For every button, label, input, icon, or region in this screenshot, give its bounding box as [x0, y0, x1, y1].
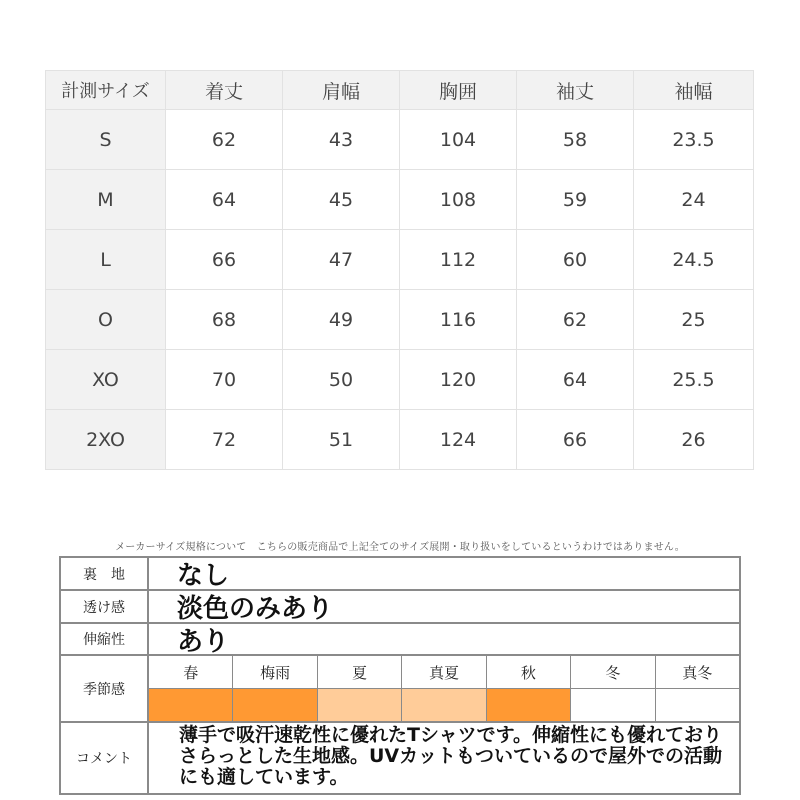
table-row	[46, 230, 754, 290]
table-cell: 62	[517, 290, 634, 350]
table-cell: 112	[400, 230, 517, 290]
size-note: メーカーサイズ規格について こちらの販売商品で上記全てのサイズ展開・取り扱いをしているというわけではありません。	[115, 542, 685, 553]
table-cell: 59	[517, 170, 634, 230]
table-cell: 45	[283, 170, 400, 230]
size-label: O	[46, 290, 166, 350]
table-cell: 60	[517, 230, 634, 290]
season-indicator	[402, 689, 486, 721]
season-indicator	[571, 689, 655, 721]
attr-row-stretch	[61, 624, 739, 656]
season-name: 冬	[571, 656, 655, 688]
season-indicator	[487, 689, 571, 721]
table-cell: 108	[400, 170, 517, 230]
table-cell: 124	[400, 410, 517, 470]
table-cell: 66	[517, 410, 634, 470]
season-grid	[149, 656, 739, 721]
table-cell: 58	[517, 110, 634, 170]
attributes-table	[59, 556, 741, 795]
sheerness-value: 淡色のみあり	[177, 594, 334, 624]
season-indicator	[656, 689, 739, 721]
table-row	[46, 290, 754, 350]
table-cell: 120	[400, 350, 517, 410]
table-cell: 64	[166, 170, 283, 230]
season-name: 梅雨	[233, 656, 317, 688]
season-name: 真夏	[402, 656, 486, 688]
table-cell: 23.5	[634, 110, 754, 170]
header-chest: 胸囲	[400, 71, 517, 110]
stretch-value: あり	[177, 626, 230, 657]
table-cell: 104	[400, 110, 517, 170]
attr-row-lining	[61, 558, 739, 591]
table-row	[46, 110, 754, 170]
header-sleeve-width: 袖幅	[634, 71, 754, 110]
size-label: M	[46, 170, 166, 230]
table-cell: 25.5	[634, 350, 754, 410]
table-cell: 51	[283, 410, 400, 470]
table-row	[46, 170, 754, 230]
table-row	[46, 410, 754, 470]
table-cell: 68	[166, 290, 283, 350]
table-cell: 47	[283, 230, 400, 290]
season-name: 秋	[487, 656, 571, 688]
table-cell: 116	[400, 290, 517, 350]
season-indicator	[149, 689, 233, 721]
size-table-header	[46, 71, 754, 110]
table-cell: 49	[283, 290, 400, 350]
table-cell: 26	[634, 410, 754, 470]
table-row	[46, 350, 754, 410]
table-cell: 43	[283, 110, 400, 170]
season-names	[149, 656, 739, 689]
table-cell: 70	[166, 350, 283, 410]
attr-row-season	[61, 656, 739, 723]
table-cell: 25	[634, 290, 754, 350]
season-indicator	[233, 689, 317, 721]
comment-value: 薄手で吸汗速乾性に優れたTシャツです。伸縮性にも優れておりさらっとした生地感。UVカットもついているので屋外での活動にも適しています。	[179, 724, 723, 788]
size-label: XO	[46, 350, 166, 410]
season-indicator	[318, 689, 402, 721]
table-cell: 62	[166, 110, 283, 170]
season-name: 真冬	[682, 663, 713, 682]
season-bar	[149, 689, 739, 721]
attr-row-sheerness	[61, 591, 739, 624]
size-label: S	[46, 110, 166, 170]
sheerness-label: 透け感	[61, 591, 149, 622]
season-label: 季節感	[61, 656, 149, 721]
lining-label: 裏 地	[61, 558, 149, 589]
lining-value: なし	[177, 561, 230, 591]
table-cell: 50	[283, 350, 400, 410]
table-cell: 66	[166, 230, 283, 290]
header-measure-size: 計測サイズ	[46, 71, 166, 110]
table-cell: 24.5	[634, 230, 754, 290]
size-table	[45, 70, 754, 470]
table-cell: 24	[634, 170, 754, 230]
comment-label: コメント	[61, 723, 149, 793]
size-label: 2XO	[46, 410, 166, 470]
header-shoulder: 肩幅	[283, 71, 400, 110]
size-label: L	[46, 230, 166, 290]
header-sleeve-length: 袖丈	[517, 71, 634, 110]
header-length: 着丈	[166, 71, 283, 110]
season-name: 夏	[318, 656, 402, 688]
table-cell: 64	[517, 350, 634, 410]
stretch-label: 伸縮性	[61, 624, 149, 654]
season-name: 春	[149, 656, 233, 688]
attr-row-comment	[61, 723, 739, 793]
table-cell: 72	[166, 410, 283, 470]
